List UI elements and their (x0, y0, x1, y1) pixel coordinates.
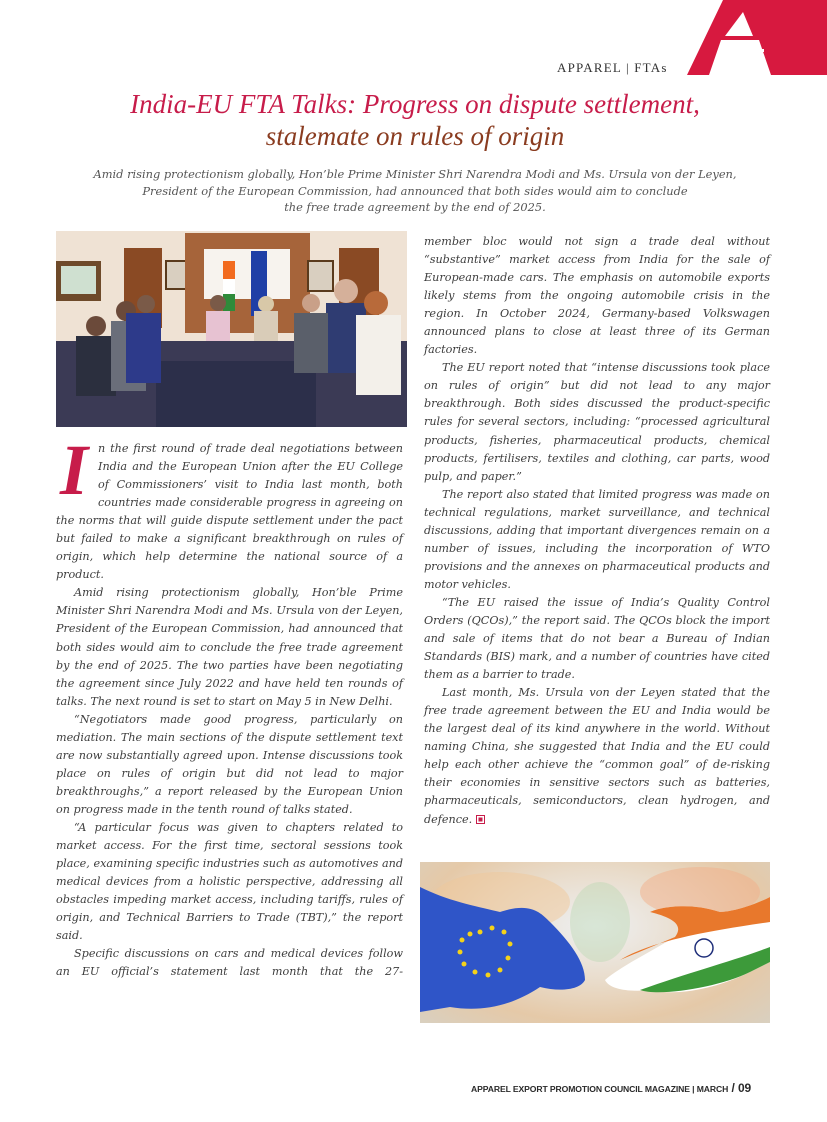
article-title (60, 88, 770, 152)
page-footer (471, 1081, 751, 1095)
paragraph-2: Amid rising protectionism globally, Hon’ble Prime Minister Shri Narendra Modi and Ms. Ursula von der Leyen, President of the European Commission, had announced that both sides would aim to conclude the free trade agreement by the end of 2025. The two parties have been negotiating the agreement since July 2022 and have held ten rounds of talks. The next round is set to start on May 5 in New Delhi. (56, 586, 403, 708)
title-line-2: stalemate on rules of origin (265, 121, 565, 151)
article-column-right (424, 233, 770, 829)
article-column-left (56, 430, 403, 981)
handshake-photo (420, 862, 770, 1023)
title-line-1: India-EU FTA Talks: Progress on dispute settlement, (130, 89, 700, 119)
paragraph-5: Specific discussions on cars and medical devices follow an EU official’s statement last month that the 27- (56, 947, 403, 979)
paragraph-6: The EU report noted that “intense discussions took place on rules of origin” but did not lead to any major breakthrough. Both sides discussed the product-specific rules for several sectors, including: “processed agricultural products, fisheries, pharmaceutical products, chemical products, fertilisers, textiles and clothing, car parts, wood pulp, and paper.” (424, 361, 770, 483)
standfirst-line-1: Amid rising protectionism globally, Hon’ble Prime Minister Shri Narendra Modi and Ms. Ursula von der Leyen, (93, 167, 737, 181)
handshake-illustration (420, 862, 770, 1023)
section-label: APPAREL | FTAs (557, 60, 668, 75)
paragraph-9 (424, 684, 770, 828)
brand-a-logo (687, 0, 827, 75)
paragraph-8: “The EU raised the issue of India’s Quality Control Orders (QCOs),” the report said. The QCOs block the import and sale of items that do not bear a Bureau of Indian Standards (BIS) mark, and a number of countries have cited them as a barrier to trade. (424, 595, 770, 682)
paragraph-1-text: n the first round of trade deal negotiations between India and the European Union after the EU College of Commissioners’ visit to India last month, both countries made considerable progress in agreeing on the norms that will guide dispute settlement under the pact but failed to make a significant breakthrough on rules of origin, which help determine the national source of a product. (56, 442, 403, 582)
paragraph-9-text: Last month, Ms. Ursula von der Leyen stated that the free trade agreement between the EU and India would be the largest deal of its kind anywhere in the world. Without naming China, she suggested that India and the EU could help each other achieve the “common goal” of de-risking their economies in sensitive sectors such as batteries, pharmaceuticals, semiconductors, clean hydrogen, and defence. (424, 686, 770, 826)
paragraph-4: “A particular focus was given to chapters related to market access. For the first time, sectoral sessions took place, examining specific industries such as automotives and medical devices from a holistic perspective, addressing all obstacles impeding market access, including tariffs, rules of origin, and Technical Barriers to Trade (TBT),” the report said. (56, 820, 403, 943)
standfirst (60, 166, 770, 216)
meeting-photo (56, 231, 407, 427)
footer-separator: / (728, 1081, 738, 1095)
paragraph-7: The report also stated that limited progress was made on technical regulations, market surveillance, and technical discussions, adding that important divergences remain on a number of issues, including the incorporation of WTO provisions and the annexes on pharmaceutical products and motor vehicles. (424, 487, 770, 591)
standfirst-line-3: the free trade agreement by the end of 2025. (284, 200, 546, 214)
end-of-article-icon (476, 815, 485, 824)
footer-publication: APPAREL EXPORT PROMOTION COUNCIL MAGAZINE | MARCH (471, 1084, 729, 1094)
paragraph-1 (56, 430, 403, 584)
drop-cap: I (60, 430, 89, 510)
paragraph-3: “Negotiators made good progress, particularly on mediation. The main sections of the dispute settlement text are now substantially agreed upon. Intense discussions took place on rules of origin but did not lead to major breakthroughs,” a report released by the European Union on progress made in the tenth round of talks stated. (56, 712, 403, 816)
page-number: 09 (737, 1081, 752, 1095)
standfirst-line-2: President of the European Commission, had announced that both sides would aim to conclude (142, 183, 688, 198)
paragraph-5-continued: member bloc would not sign a trade deal without “substantive” market access from India for the sale of European-made cars. The emphasis on automobile exports likely stems from the ongoing automobile crisis in the region. In October 2024, Germany-based Volkswagen announced plans to close at least three of its German factories. (424, 235, 770, 357)
meeting-photo-illustration (56, 231, 407, 427)
